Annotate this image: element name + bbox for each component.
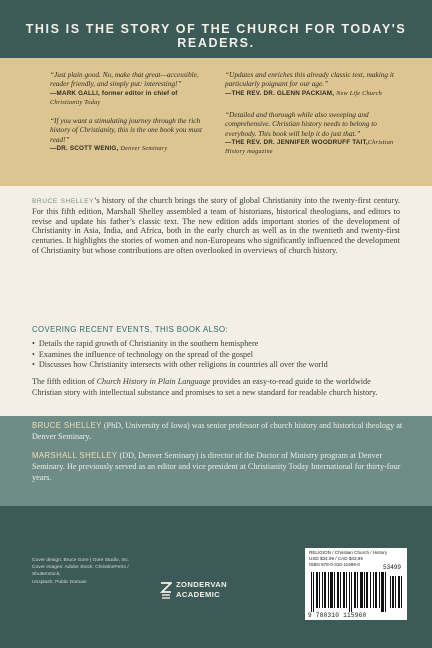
cover-credits: Cover design: Bruce Gore | Gore Studio, Inc. Cover images: Adobe Stock; ChristinePetro / Shutterstock; Unsplash; Public Domain [32,558,130,585]
endorsement-quote [50,70,205,107]
publisher-imprint: ACADEMIC [176,590,221,600]
zondervan-mark-icon [160,581,172,599]
quote-attribution: —THE REV. DR. JENNIFER WOODRUFF TAIT,Christian History magazine [225,138,394,156]
barcode-number: 9 780310 115960 [308,612,367,619]
list-item: • Discusses how Christianity intersects with other religions in countries all over the world [32,360,400,371]
publisher-logo [160,579,227,609]
feature-list [32,339,400,371]
quote-attribution: —THE REV. DR. GLENN PACKIAM, New Life Church [225,89,382,97]
price: USD $34.99 / CAD $43.99 [309,556,363,561]
quote-text: “Detailed and thorough while also sweeping and comprehensive. Christian history needs to belong to everybody. This book will help it do just that.” [225,110,377,138]
endorsement-quote [50,116,220,153]
endorsement-quote [225,70,400,98]
bisac-category: RELIGION / Christian Church / History [309,550,388,555]
book-description: BRUCE SHELLEY’s history of the church brings the story of global Christianity into the twenty-first century. For this fifth edition, Marshall Shelley assembled a team of historians, historical theologians, and editors to revise and update his father’s classic text. The new edition adds important stories of the development of Christianity in Asia, India, and Africa, both in the early church as well as in the twentieth and twenty-first centuries. It highlights the stories of women and non-Europeans who significantly influenced the development of Christianity but whose contributions are often overlooked in overviews of church history. [32,196,400,255]
quote-text: “If you want a stimulating journey through the rich history of Christianity, this is the one book you must read!” [50,116,203,144]
barcode-icon [309,572,403,612]
headline: THIS IS THE STORY OF THE CHURCH FOR TODAY'S READERS. [25,22,407,50]
author-name: BRUCE SHELLEY [32,421,102,430]
list-item: • Examines the influence of technology on the spread of the gospel [32,350,400,361]
dropcap: BRUCE [32,198,58,205]
author-name: MARSHALL SHELLEY [32,451,118,460]
quote-attribution: —MARK GALLI, former editor in chief of Christianity Today [50,89,178,106]
covering-heading: COVERING RECENT EVENTS, THIS BOOK ALSO: [32,325,228,334]
quote-text: “Updates and enriches this already classic text, making it particularly poignant for our age.” [225,70,394,89]
isbn: ISBN 978-0-310-11596-0 [309,562,360,567]
edition-summary: The fifth edition of Church History in Plain Language provides an easy-to-read guide to the worldwide Christian story with intellectual substance and promises to set a new standard for readable church history. [32,377,378,397]
quote-attribution: —DR. SCOTT WENIG, Denver Seminary [50,144,168,152]
endorsement-quote [225,110,400,156]
author-bio: BRUCE SHELLEY (PhD, University of Iowa) was senior professor of church history and historical theology at Denver Seminary. [32,421,403,441]
quote-text: “Just plain good. No, make that great—accessible, reader friendly, and simply put: interesting!” [50,70,199,89]
list-item: • Details the rapid growth of Christianity in the southern hemisphere [32,339,400,350]
author-bio: MARSHALL SHELLEY (DD, Denver Seminary) is director of the Doctor of Ministry program at Denver Seminary. He previously served as an editor and vice president at Christianity Today International for thirty-four years. [32,451,401,482]
publisher-name: ZONDERVAN [176,580,227,589]
barcode-panel [305,548,407,620]
price-addon: 53499 [383,564,402,571]
